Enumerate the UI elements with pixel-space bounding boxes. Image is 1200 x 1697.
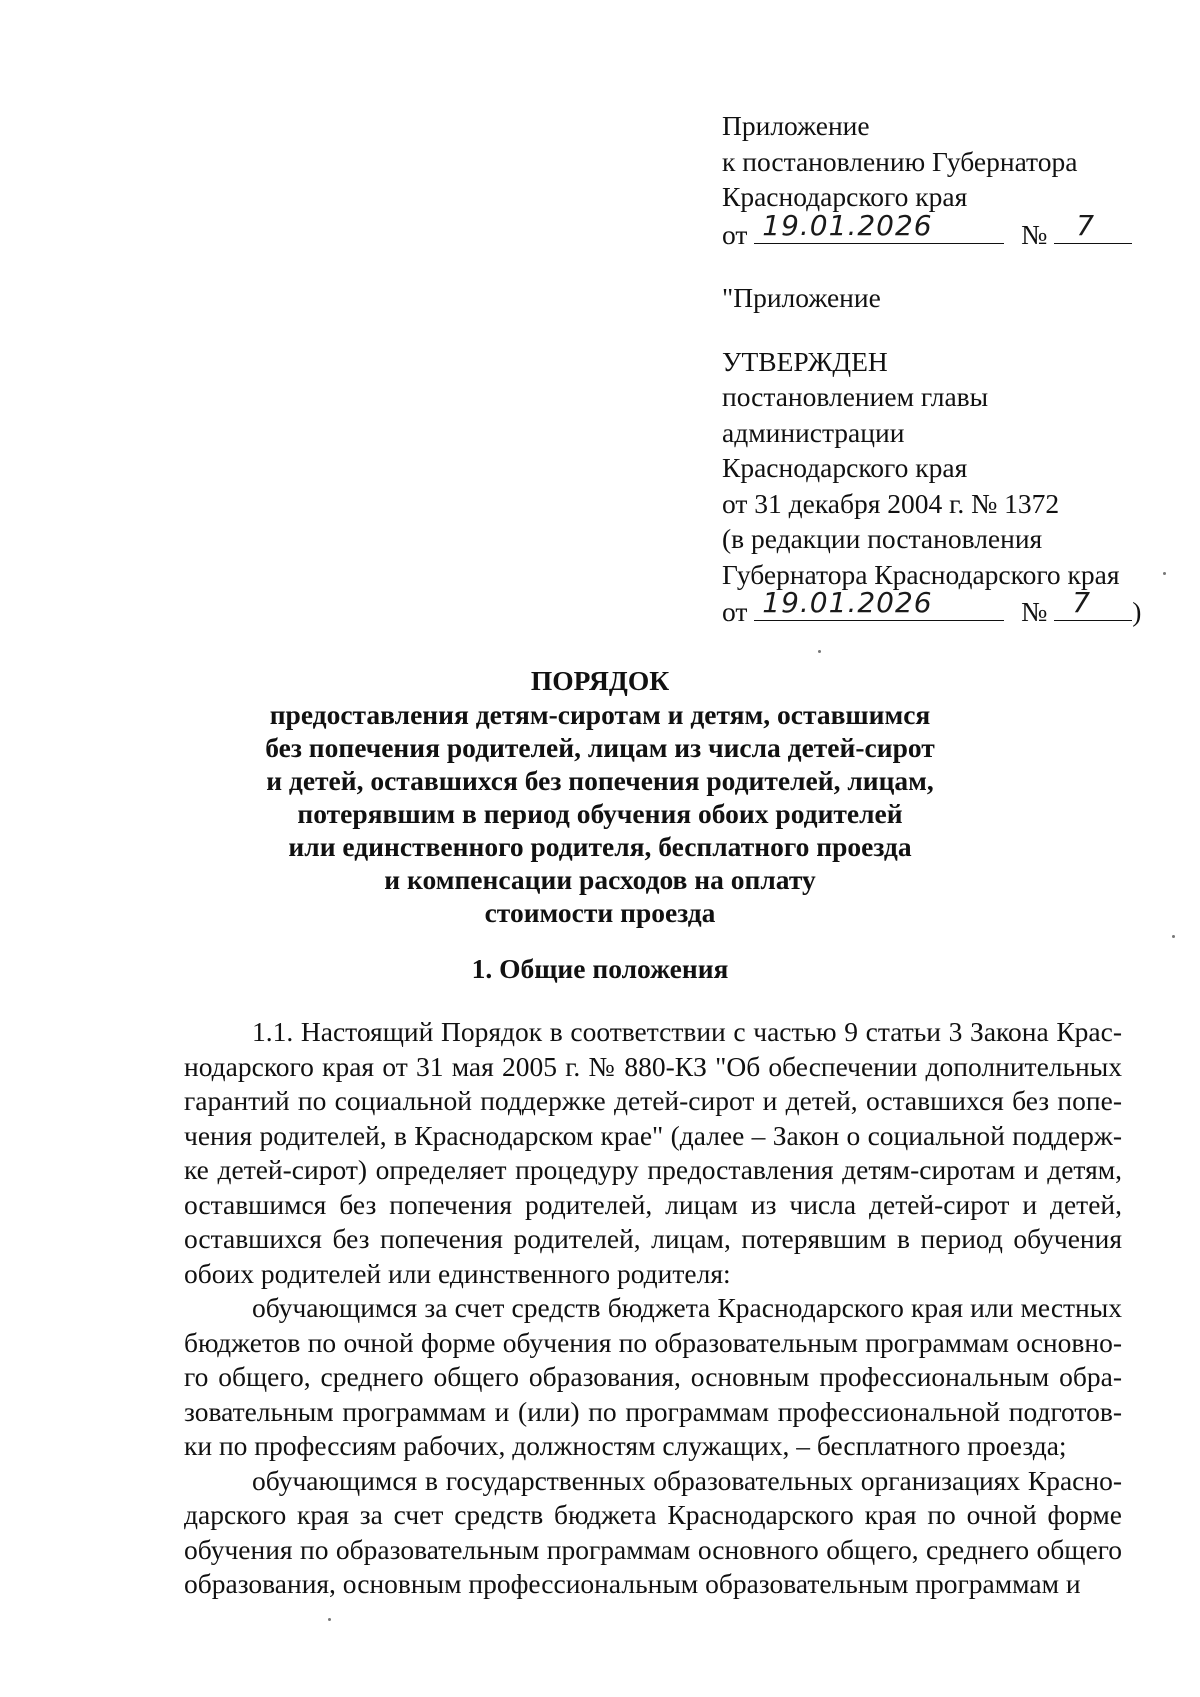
number-field xyxy=(1054,208,1132,244)
title-line: стоимости проезда xyxy=(484,897,716,928)
approved-line-5: (в редакции постановления xyxy=(722,523,1043,554)
approved-date-number-line xyxy=(722,586,1162,630)
number-prefix: № xyxy=(1021,218,1048,250)
approved-date-field xyxy=(754,586,1004,621)
to-decree-line: к постановлению Губернатора xyxy=(722,145,1078,177)
document-title xyxy=(150,664,1050,929)
approved-from-prefix: от xyxy=(722,596,748,627)
closing-parenthesis: ) xyxy=(1132,596,1142,627)
approved-number-prefix: № xyxy=(1021,596,1048,627)
scan-speck xyxy=(818,650,821,653)
approved-line-2: администрации xyxy=(722,416,905,448)
title-line: или единственного родителя, бесплатного проезда xyxy=(288,831,912,862)
approved-number-field xyxy=(1054,586,1132,621)
approved-handwritten-date: 19.01.2026 xyxy=(762,586,933,619)
section-heading: 1. Общие положения xyxy=(471,953,729,984)
date-number-line xyxy=(722,208,1162,253)
title-line: предоставления детям-сиротам и детям, оставшимся xyxy=(269,699,931,730)
section-body xyxy=(184,1015,1122,1602)
paragraph: 1.1. Настоящий Порядок в соответствии с частью 9 статьи 3 Закона Краснодарского края от 31 мая 2005 г. № 880-КЗ "Об обеспечении дополнительных гарантий по социальной поддержке детей-сирот и детей, оставшихся без попечения родителей, в Краснодарском крае" (далее – Закон о социальной поддержке детей-сирот) определяет процедуру предоставления детям-сиротам и детям, оставшимся без попечения родителей, лицам из числа детей-сирот и детей, оставшихся без попечения родителей, лицам, потерявшим в период обучения обоих родителей или единственного родителя: xyxy=(184,1016,1122,1289)
paragraph: обучающимся за счет средств бюджета Краснодарского края или местных бюджетов по очной форме обучения по образовательным программам основного общего, среднего общего образования, основным профессиональным образовательным программам и (или) по программам профессиональной подготовки по профессиям рабочих, должностям служащих, – бесплатного проезда; xyxy=(184,1292,1122,1461)
handwritten-number: 7 xyxy=(1076,208,1096,242)
title-main: ПОРЯДОК xyxy=(530,665,670,696)
approved-line-1: постановлением главы xyxy=(722,381,989,412)
title-line: и детей, оставшихся без попечения родителей, лицам, xyxy=(266,765,934,796)
title-line: потерявшим в период обучения обоих родителей xyxy=(297,798,903,829)
title-line: и компенсации расходов на оплату xyxy=(384,864,816,895)
appendix-label: Приложение xyxy=(722,110,870,141)
region-line: Краснодарского края xyxy=(722,181,968,212)
approved-label: УТВЕРЖДЕН xyxy=(722,345,888,377)
scan-speck xyxy=(1172,935,1175,938)
title-line: без попечения родителей, лицам из числа детей-сирот xyxy=(265,732,935,763)
approved-line-3: Краснодарского края xyxy=(722,452,968,483)
approved-line-6: Губернатора Краснодарского края xyxy=(722,558,1120,590)
scan-speck xyxy=(328,1618,331,1621)
header-block xyxy=(722,108,1162,630)
handwritten-date: 19.01.2026 xyxy=(762,208,933,242)
date-field xyxy=(754,208,1004,244)
from-prefix: от xyxy=(722,218,748,250)
paragraph: обучающимся в государственных образовательных организациях Краснодарского края за счет средств бюджета Краснодарского края по очной форме обучения по образовательным программам основного общего, среднего общего образования, основным профессиональным образовательным программам и xyxy=(184,1464,1122,1599)
quoted-appendix-label: "Приложение xyxy=(722,282,881,313)
approved-handwritten-number: 7 xyxy=(1072,586,1092,619)
scan-speck xyxy=(1163,572,1166,575)
approved-line-4: от 31 декабря 2004 г. № 1372 xyxy=(722,487,1060,519)
